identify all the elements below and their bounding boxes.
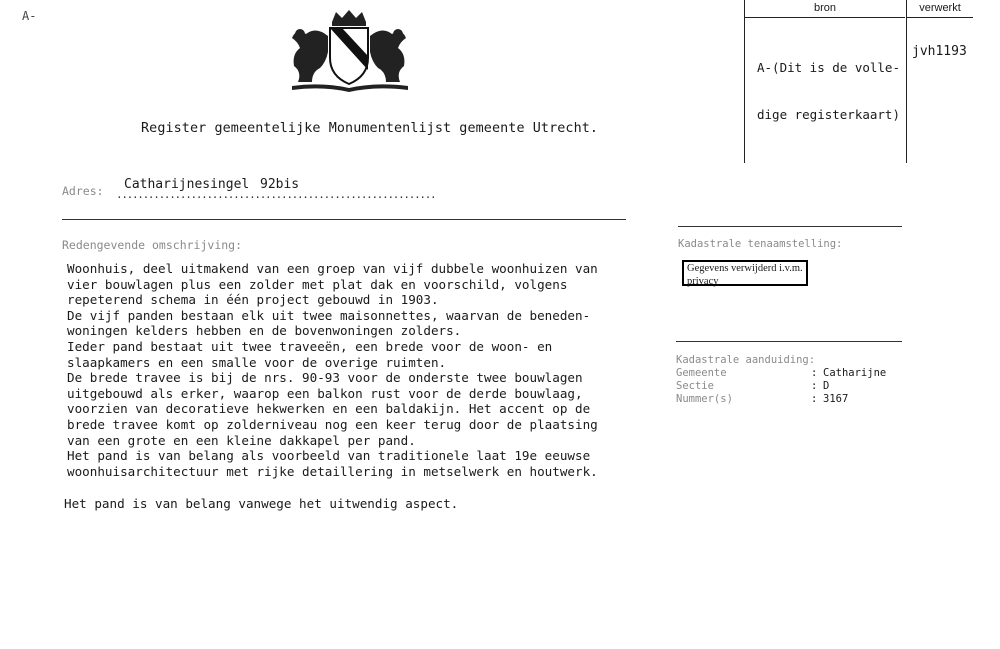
verwerkt-header: verwerkt: [907, 0, 973, 18]
bron-value: [757, 29, 900, 138]
verwerkt-value: jvh1193: [912, 44, 967, 59]
bron-line: A-(Dit is de volle-: [757, 60, 900, 75]
description-line: Ieder pand bestaat uit twee traveeën, een brede voor de woon- en: [67, 338, 553, 354]
aanduiding-key: Nummer(s): [676, 393, 733, 405]
document-title: Register gemeentelijke Monumentenlijst gemeente Utrecht.: [141, 121, 599, 136]
aanduiding-colon: :: [811, 380, 818, 392]
aanduiding-colon: :: [811, 393, 818, 405]
description-text: [67, 261, 598, 479]
utrecht-coat-of-arms-icon: [282, 8, 417, 94]
description-label: Redengevende omschrijving:: [62, 238, 243, 252]
bron-header: bron: [745, 0, 905, 18]
description-line: Het pand is van belang als voorbeeld van traditionele laat 19e eeuwse: [67, 448, 591, 464]
address-number: 92bis: [260, 177, 300, 192]
source-box-divider: [906, 0, 907, 163]
corner-mark: A-: [22, 9, 37, 23]
description-line: uitgebouwd als erker, waarop een balkon rust voor de derde bouwlaag,: [67, 385, 583, 401]
description-line: brede travee komt op zolderniveau nog een keer terug door de plaatsing: [67, 416, 598, 432]
aanduiding-colon: :: [811, 367, 818, 379]
description-line: repeterend schema in één project gebouwd in 1903.: [67, 292, 439, 308]
description-line: woningen kelders hebben en de bovenwoningen zolders.: [67, 323, 462, 339]
description-line: slaapkamers en een smalle voor de overige ruimten.: [67, 354, 447, 370]
source-box-left-border: [744, 0, 745, 163]
privacy-notice: Gegevens verwijderd i.v.m. privacy: [682, 260, 808, 286]
aanduiding-row-gemeente: [676, 367, 886, 379]
address-dotted-line: ............................................................: [116, 188, 436, 201]
tenaamstelling-divider: [678, 226, 902, 227]
description-line: De vijf panden bestaan elk uit twee maisonnettes, waarvan de beneden-: [67, 307, 591, 323]
aanduiding-value: Catharijne: [823, 367, 887, 379]
aanduiding-row-nummers: [676, 393, 848, 405]
description-line: Woonhuis, deel uitmakend van een groep van vijf dubbele woonhuizen van: [67, 261, 598, 276]
aanduiding-value: 3167: [823, 393, 849, 405]
aanduiding-label: Kadastrale aanduiding:: [676, 354, 816, 366]
description-conclusion: Het pand is van belang vanwege het uitwendig aspect.: [64, 496, 459, 511]
aanduiding-row-sectie: [676, 380, 829, 392]
description-line: woonhuisarchitectuur met rijke detaillering in metselwerk en houtwerk.: [67, 463, 598, 479]
description-line: vier bouwlagen plus een zolder met plat dak en voorschild, volgens: [67, 276, 568, 292]
description-line: voorzien van decoratieve hekwerken en een baldakijn. Het accent op de: [67, 401, 591, 417]
aanduiding-divider: [676, 341, 902, 342]
address-divider: [62, 219, 626, 220]
description-line: van een grote en een kleine dakkapel per pand.: [67, 432, 416, 448]
aanduiding-key: Sectie: [676, 380, 714, 392]
aanduiding-key: Gemeente: [676, 367, 727, 379]
tenaamstelling-label: Kadastrale tenaamstelling:: [678, 238, 843, 250]
address-street: Catharijnesingel: [124, 177, 250, 192]
bron-line: dige registerkaart): [757, 106, 900, 122]
aanduiding-value: D: [823, 380, 830, 392]
address-label: Adres:: [62, 184, 104, 198]
description-line: De brede travee is bij de nrs. 90-93 voor de onderste twee bouwlagen: [67, 370, 583, 386]
